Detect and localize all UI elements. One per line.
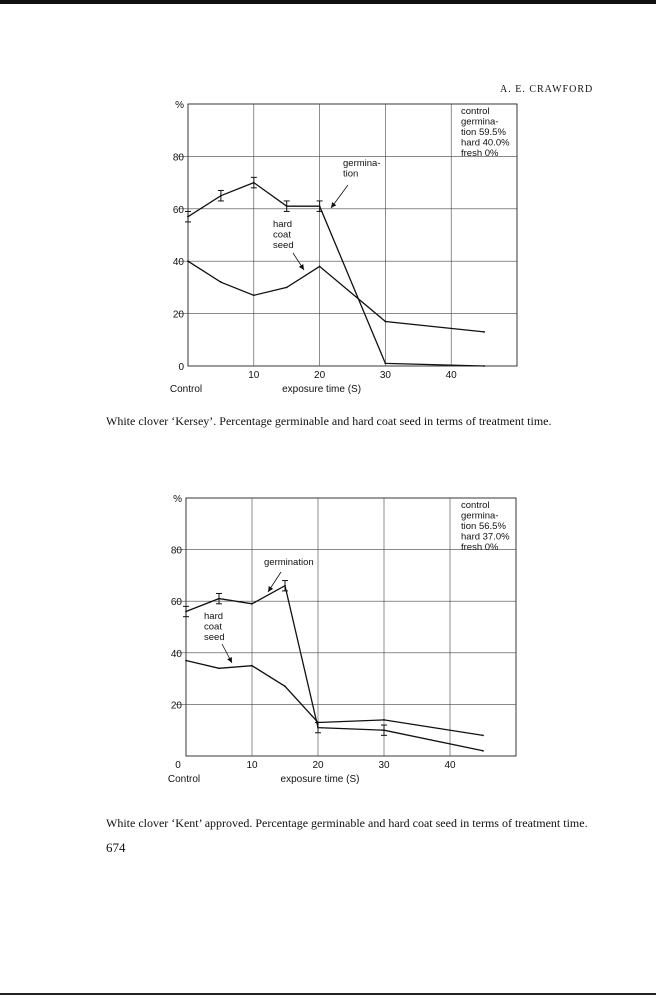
- y-tick-label: 80: [172, 152, 184, 164]
- annotation-hard-coat-seed: coat: [273, 229, 291, 241]
- series-line-hard-coat-seed: [186, 661, 483, 736]
- y-tick-label: 40: [172, 257, 184, 269]
- data-point-hard-coat-seed: [284, 685, 286, 687]
- annotation-hard-coat-seed: coat: [204, 621, 222, 633]
- x-tick-label: 10: [246, 760, 258, 771]
- data-point-hard-coat-seed: [185, 660, 187, 662]
- series-line-germination: [186, 586, 483, 751]
- annotation-germination: germina-: [343, 158, 381, 169]
- x-axis-label: exposure time (S): [282, 384, 362, 395]
- data-point-hard-coat-seed: [187, 260, 189, 262]
- legend-line: control: [461, 500, 490, 511]
- legend-line: control: [461, 106, 490, 117]
- data-point-hard-coat-seed: [253, 294, 255, 296]
- y-tick-label: 60: [172, 204, 184, 216]
- data-point-germination: [483, 365, 485, 367]
- data-point-hard-coat-seed: [319, 266, 321, 268]
- x-tick-label: 30: [379, 370, 391, 381]
- data-point-hard-coat-seed: [383, 719, 385, 721]
- y-axis-label: %: [173, 494, 182, 505]
- y-tick-label: 20: [172, 309, 184, 321]
- data-point-hard-coat-seed: [385, 321, 387, 323]
- figure-caption-kersey: White clover ‘Kersey’. Percentage germinable and hard coat seed in terms of treatment time.: [106, 414, 552, 428]
- top-rule: [0, 0, 656, 4]
- annotation-germination: germination: [264, 557, 314, 568]
- chart-kent: [0, 484, 656, 794]
- y-tick-label: 40: [170, 648, 182, 660]
- data-point-germination: [251, 603, 253, 605]
- x-control-label: Control: [167, 774, 201, 785]
- series-line-hard-coat-seed: [188, 261, 484, 332]
- y-tick-label: 0: [178, 362, 184, 373]
- legend-line: tion 59.5%: [461, 127, 506, 138]
- annotation-germination: tion: [343, 168, 359, 180]
- legend-line: tion 56.5%: [461, 521, 506, 532]
- y-tick-label: 60: [170, 597, 182, 609]
- annotation-arrowhead: [299, 264, 304, 270]
- chart-kersey: [0, 90, 656, 400]
- y-tick-label: 20: [170, 700, 182, 712]
- data-point-hard-coat-seed: [483, 331, 485, 333]
- data-point-hard-coat-seed: [286, 287, 288, 289]
- data-point-germination: [482, 750, 484, 752]
- running-head: A. E. CRAWFORD: [500, 84, 594, 95]
- legend-line: hard 37.0%: [461, 531, 510, 543]
- annotation-arrowhead: [268, 586, 273, 592]
- x-tick-label: 10: [248, 370, 260, 381]
- annotation-hard-coat-seed: seed: [204, 632, 225, 643]
- legend-line: germina-: [461, 116, 499, 128]
- data-point-hard-coat-seed: [251, 665, 253, 667]
- legend-line: hard 40.0%: [461, 137, 510, 149]
- y-tick-label: 80: [170, 545, 182, 557]
- x-tick-label: 30: [378, 760, 390, 771]
- data-point-hard-coat-seed: [482, 734, 484, 736]
- legend-line: fresh 0%: [461, 148, 499, 159]
- figure-caption-kent: White clover ‘Kent’ approved. Percentage germinable and hard coat seed in terms of treatment time.: [106, 816, 588, 830]
- y-axis-label: %: [175, 100, 184, 111]
- legend-line: fresh 0%: [461, 542, 499, 553]
- x-axis-label: exposure time (S): [280, 774, 360, 785]
- annotation-hard-coat-seed: hard: [204, 611, 224, 622]
- x-tick-label: 40: [445, 370, 457, 381]
- annotation-hard-coat-seed: seed: [273, 240, 294, 251]
- x-tick-label: 20: [314, 370, 326, 381]
- data-point-germination: [385, 362, 387, 364]
- data-point-hard-coat-seed: [218, 667, 220, 669]
- data-point-hard-coat-seed: [317, 722, 319, 724]
- annotation-hard-coat-seed: hard: [273, 219, 293, 230]
- bottom-rule: [0, 993, 656, 995]
- x-control-label: Control: [169, 384, 203, 395]
- page-number: 674: [106, 840, 126, 855]
- x-tick-label: 40: [444, 760, 456, 771]
- x-tick-label: 0: [175, 760, 181, 771]
- data-point-hard-coat-seed: [220, 281, 222, 283]
- x-tick-label: 20: [312, 760, 324, 771]
- legend-line: germina-: [461, 510, 499, 522]
- annotation-arrowhead: [331, 202, 336, 208]
- series-line-germination: [188, 183, 484, 366]
